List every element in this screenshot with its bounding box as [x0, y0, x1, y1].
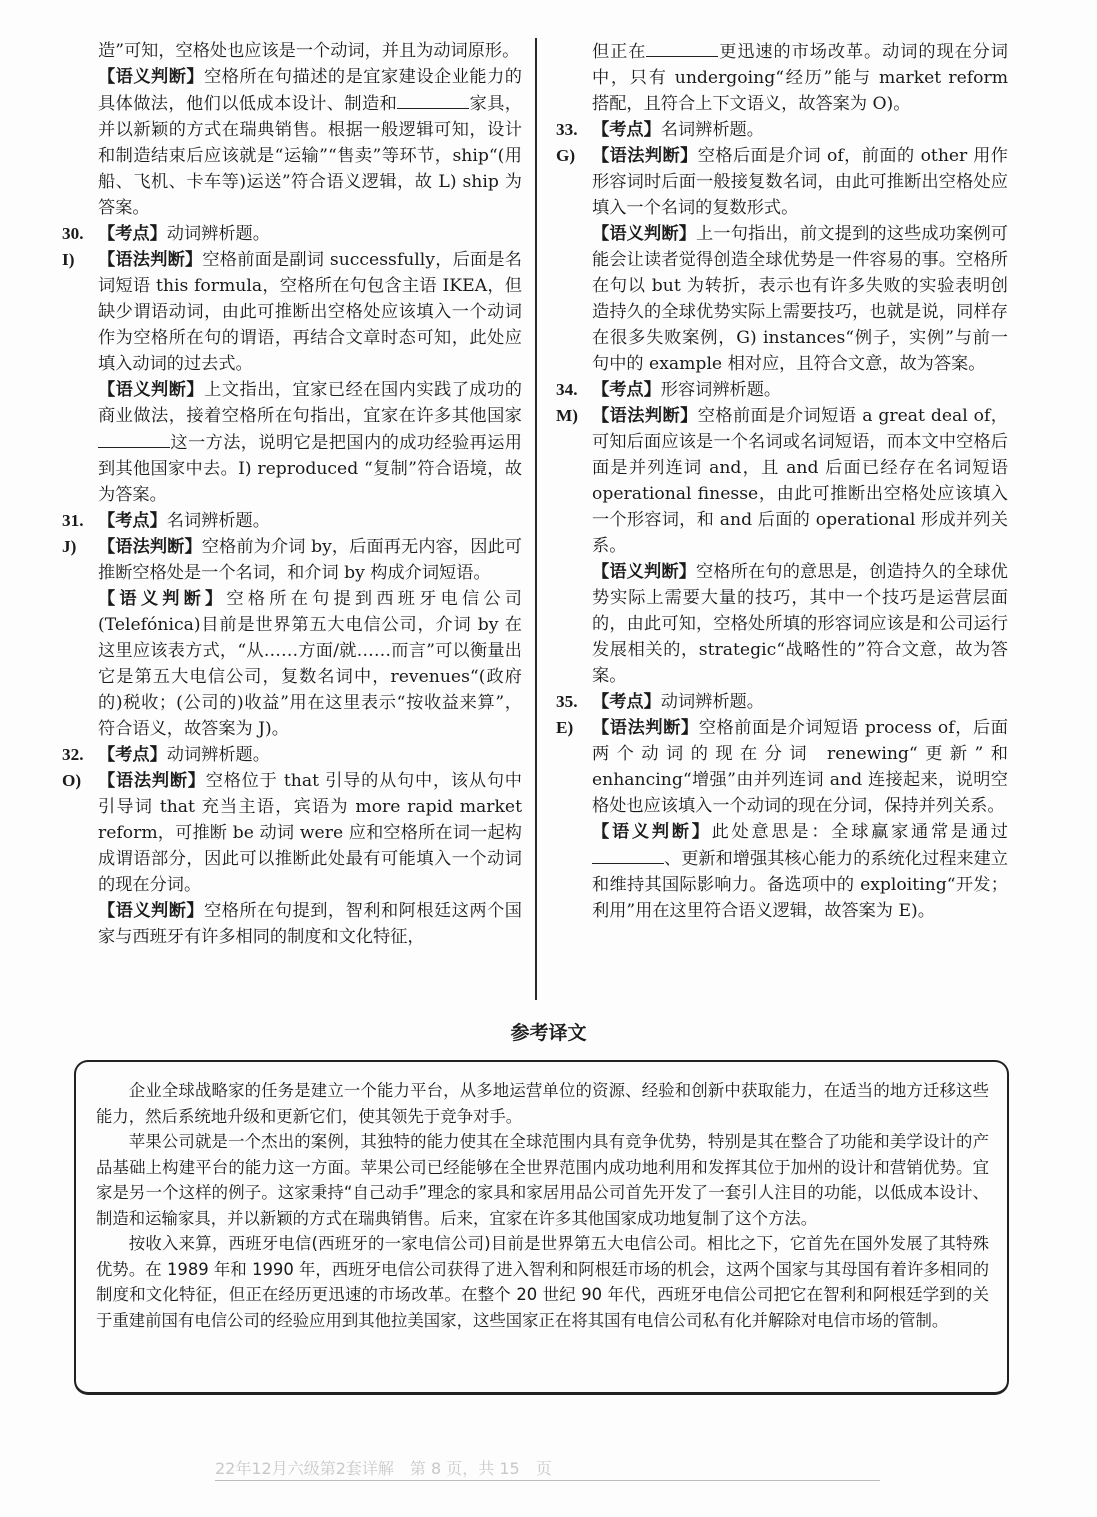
answer-letter: G) — [556, 146, 576, 165]
question-number: 35. — [556, 692, 578, 711]
q32-semantic-continuation: 但正在 更迅速的市场改革。动词的现在分词中，只有 undergoing“经历”能与 market reform 搭配，且符合上下文语义，故答案为 O)。 — [556, 38, 1008, 117]
translation-box — [74, 1060, 1009, 1395]
q32-point: 32. 【考点】动词辨析题。 — [62, 742, 522, 768]
blank — [646, 38, 718, 57]
semantic-tag: 【语义判断】 — [98, 67, 205, 87]
question-number: 31. — [62, 511, 84, 530]
q30-grammar: I) 【语法判断】空格前面是副词 successfully，后面是名词短语 this formula，空格所在句包含主语 IKEA，但缺少谓语动词，由此可推断出空格处应该填入一个动词作为空格所在句的谓语，再结合文章时态可知，此处应填入动词的过去式。 — [62, 247, 522, 377]
q31-point: 31. 【考点】名词辨析题。 — [62, 508, 522, 534]
q34-grammar: M) 【语法判断】空格前面是介词短语 a great deal of，可知后面应该是一个名词或名词短语，而本文中空格后面是并列连词 and，且 and 后面已经存在名词短语 operational finesse，由此可推断出空格处应该填入一个形容词，和 and 后面的 operational 形成并列关系。 — [556, 403, 1008, 559]
q34-point: 34. 【考点】形容词辨析题。 — [556, 377, 1008, 403]
q35-point: 35. 【考点】动词辨析题。 — [556, 689, 1008, 715]
blank — [98, 429, 170, 448]
question-number: 30. — [62, 224, 84, 243]
q35-grammar: E) 【语法判断】空格前面是介词短语 process of，后面两个动词的现在分词 renewing“更新”和 enhancing“增强”由并列连词 and 连接起来，说明空格处也应该填入一个动词的现在分词，保持并列关系。 — [556, 715, 1008, 819]
translation-paragraph: 企业全球战略家的任务是建立一个能力平台，从多地运营单位的资源、经验和创新中获取能力，在适当的地方迁移这些能力，然后系统地升级和更新它们，使其领先于竞争对手。 — [96, 1081, 989, 1126]
q33-grammar: G) 【语法判断】空格后面是介词 of，前面的 other 用作形容词时后面一般接复数名词，由此可推断出空格处应填入一个名词的复数形式。 — [556, 143, 1008, 221]
question-number: 32. — [62, 745, 84, 764]
answer-letter: I) — [62, 250, 75, 269]
q30-point: 30. 【考点】动词辨析题。 — [62, 221, 522, 247]
answer-letter: J) — [62, 537, 77, 556]
question-number: 33. — [556, 120, 578, 139]
q29-semantic: 【语义判断】空格所在句描述的是宜家建设企业能力的具体做法，他们以低成本设计、制造和 家具，并以新颖的方式在瑞典销售。根据一般逻辑可知，设计和制造结束后应该就是“运输”“售卖”等环节，ship“(用船、飞机、卡车等)运送”符合语义逻辑，故 L) ship 为答案。 — [98, 67, 522, 218]
blank — [592, 845, 664, 864]
left-column — [62, 38, 522, 950]
answer-letter: E) — [556, 718, 574, 737]
translation-paragraph: 按收入来算，西班牙电信(西班牙的一家电信公司)目前是世界第五大电信公司。相比之下，它首先在国外发展了其特殊优势。在 1989 年和 1990 年，西班牙电信公司获得了进入智利和阿根廷市场的机会，这两个国家与其母国有着许多相同的制度和文化特征，但正在经历更迅速的市场改革。在整个 20 世纪 90 年代，西班牙电信公司把它在智利和阿根廷学到的关于重建前国有电信公司的经验应用到其他拉美国家，这些国家正在将其国有电信公司私有化并解除对电信市场的管制。 — [96, 1234, 989, 1330]
q35-semantic: 【语义判断】此处意思是：全球赢家通常是通过、更新和增强其核心能力的系统化过程来建立和维持其国际影响力。备选项中的 exploiting“开发；利用”用在这里符合语义逻辑，故答案为 E)。 — [592, 822, 1008, 921]
page-footer: 22年12月六级第2套详解 第 8 页，共 15 页 — [215, 1456, 880, 1481]
q29-continuation: 造”可知，空格处也应该是一个动词，并且为动词原形。 — [98, 41, 520, 61]
column-divider — [535, 38, 537, 1000]
q34-semantic: 【语义判断】空格所在句的意思是，创造持久的全球优势实际上需要大量的技巧，其中一个技巧是运营层面的，由此可知，空格处所填的形容词应该是和公司运行发展相关的，strategic“战略性的”符合文意，故为答案。 — [592, 562, 1008, 686]
q31-grammar: J) 【语法判断】空格前为介词 by，后面再无内容，因此可推断空格处是一个名词，和介词 by 构成介词短语。 — [62, 534, 522, 586]
q33-point: 33. 【考点】名词辨析题。 — [556, 117, 1008, 143]
answer-letter: O) — [62, 771, 82, 790]
translation-paragraph: 苹果公司就是一个杰出的案例，其独特的能力使其在全球范围内具有竞争优势，特别是其在整合了功能和美学设计的产品基础上构建平台的能力这一方面。苹果公司已经能够在全世界范围内成功地利用和发挥其位于加州的设计和营销优势。宜家是另一个这样的例子。这家秉持“自己动手”理念的家具和家居用品公司首先开发了一套引人注目的功能，以低成本设计、制造和运输家具，并以新颖的方式在瑞典销售。后来，宜家在许多其他国家成功地复制了这个方法。 — [96, 1132, 989, 1228]
q33-semantic: 【语义判断】上一句指出，前文提到的这些成功案例可能会让读者觉得创造全球优势是一件容易的事。空格所在句以 but 为转折，表示也有许多失败的实验表明创造持久的全球优势实际上需要技巧，也就是说，同样存在很多失败案例，G) instances“例子，实例”与前一句中的 example 相对应，且符合文意，故为答案。 — [592, 224, 1008, 374]
question-number: 34. — [556, 380, 578, 399]
right-column — [556, 38, 1008, 924]
translation-title: 参考译文 — [510, 1022, 587, 1044]
q32-grammar: O) 【语法判断】空格位于 that 引导的从句中，该从句中引导词 that 充当主语，宾语为 more rapid market reform，可推断 be 动词 were 应和空格所在词一起构成谓语部分，因此可以推断此处最有可能填入一个动词的现在分词。 — [62, 768, 522, 898]
q30-semantic: 【语义判断】上文指出，宜家已经在国内实践了成功的商业做法，接着空格所在句指出，宜家在许多其他国家这一方法，说明它是把国内的成功经验再运用到其他国家中去。I) reproduced “复制”符合语境，故为答案。 — [98, 380, 522, 505]
q32-semantic: 【语义判断】空格所在句提到，智利和阿根廷这两个国家与西班牙有许多相同的制度和文化特征， — [98, 901, 522, 947]
answer-letter: M) — [556, 406, 578, 425]
q31-semantic: 【语义判断】空格所在句提到西班牙电信公司(Telefónica)目前是世界第五大电信公司，介词 by 在这里应该表方式，“从……方面/就……而言”可以衡量出它是第五大电信公司，复数名词中，revenues“(政府的)税收；(公司的)收益”用在这里表示“按收益来算”，符合语义，故答案为 J)。 — [98, 589, 522, 739]
blank — [397, 90, 469, 109]
